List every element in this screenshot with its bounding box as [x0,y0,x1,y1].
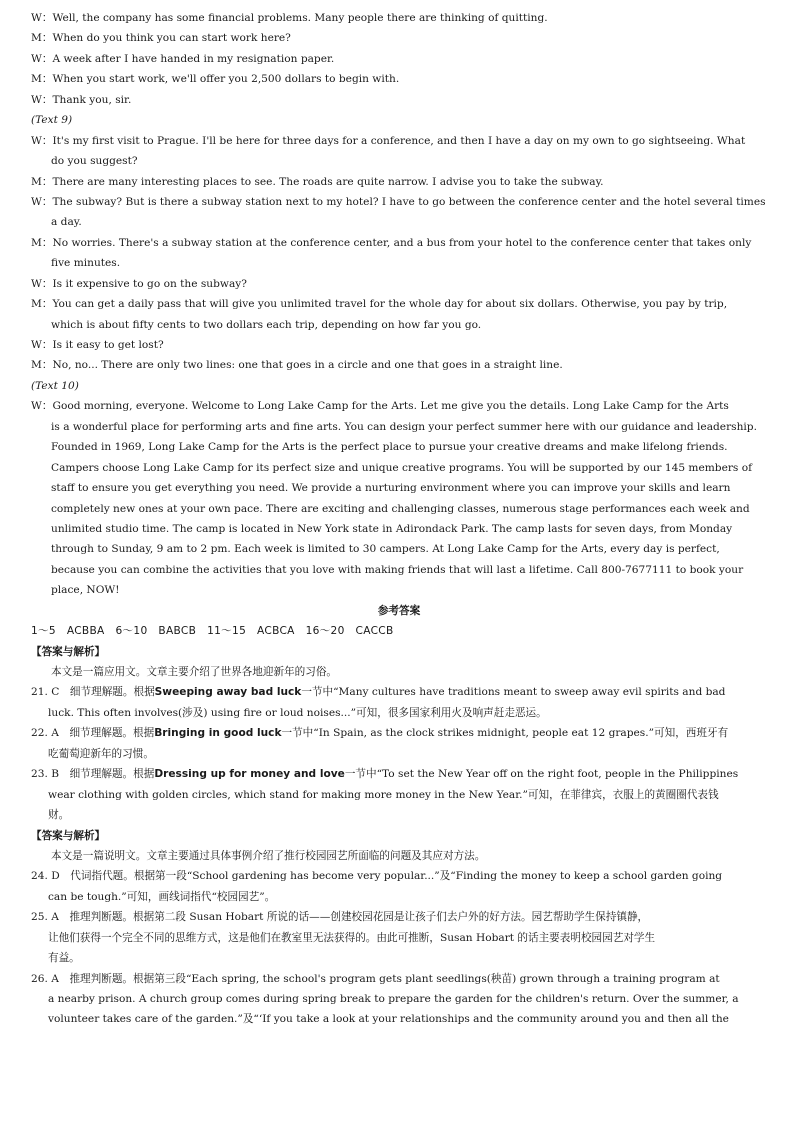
q23-section-title: Dressing up for money and love [154,768,345,781]
q23-quote: 一节中“To set the New Year off on the right foot, people in the Philippines [344,768,739,781]
page-content [31,8,767,1030]
text9-line: five minutes. [51,257,121,270]
text10-label: (Text 10) [31,379,79,392]
dialogue-line: M：When you start work, we'll offer you 2,500 dollars to begin with. [31,73,400,86]
q26-continuation: a nearby prison. A church group comes during spring break to prepare the garden for the children's return. Over the summer, a [48,993,739,1005]
dialogue-line: W：Well, the company has some financial problems. Many people there are thinking of quitting. [31,12,548,24]
text10-line: unlimited studio time. The camp is located in New York state in Adirondack Park. The camp lasts for seven days, from Monday [51,522,733,535]
text10-line: Founded in 1969, Long Lake Camp for the Arts is the perfect place to pursue your creative dreams and make lifelong friends. [51,441,728,454]
text10-line: through to Sunday, 9 am to 2 pm. Each week is limited to 30 campers. At Long Lake Camp for the Arts, every day is perfect, [51,543,720,556]
text9-line: which is about fifty cents to two dollars each trip, depending on how far you go. [51,318,482,331]
passage-intro: 本文是一篇说明文。文章主要通过具体事例介绍了推行校园园艺所面临的问题及其应对方法。 [51,849,486,862]
text10-line: staff to ensure you get everything you need. We provide a nurturing environment where you can improve your skills and learn [51,482,731,495]
q26-continuation: volunteer takes care of the garden.”及“‘If you take a look at your relationships and the community around you and then all the [48,1013,729,1026]
text10-line: Campers choose Long Lake Camp for its perfect size and unique creative programs. You will be supported by our 145 members of [51,461,753,474]
q21-prefix: 21. C 细节理解题。根据 [31,686,155,699]
question-explanation-25: 25. A 推理判断题。根据第二段 Susan Hobart 所说的话——创建校园花园是让孩子们去户外的好方法。园艺帮助学生保持镇静， [31,911,649,924]
q22-prefix: 22. A 细节理解题。根据 [31,727,155,740]
text9-line: M：You can get a daily pass that will give you unlimited travel for the whole day for about six dollars. Otherwise, you pay by trip, [31,298,728,311]
text10-line: completely new ones at your own pace. There are exciting and challenging classes, numerous stage performances each week and [51,502,750,515]
text9-line: W：It's my first visit to Prague. I'll be here for three days for a conference, and then I have a day on my own to go sightseeing. What [31,134,746,147]
dialogue-line: M：When do you think you can start work here? [31,32,291,45]
text9-line: do you suggest? [51,155,138,168]
text10-line: because you can combine the activities that you love with making friends that will last a lifetime. Call 800-7677111 to book your [51,563,744,576]
question-explanation-22 [31,723,767,743]
dialogue-line: W：Thank you, sir. [31,93,132,106]
q22-quote: 一节中“In Spain, as the clock strikes midnight, people eat 12 grapes.”可知，西班牙有 [281,727,729,740]
answers-title: 参考答案 [377,604,421,617]
q24-continuation: can be tough.”可知，画线词指代“校园园艺”。 [48,890,276,903]
text9-line: W：Is it easy to get lost? [31,339,164,351]
q23-continuation: 财。 [48,809,70,822]
q23-prefix: 23. B 细节理解题。根据 [31,768,155,781]
text9-line: W：Is it expensive to go on the subway? [31,277,247,290]
question-explanation-26: 26. A 推理判断题。根据第三段“Each spring, the school's program gets plant seedlings(秧苗) grown through a training program at [31,972,720,985]
text9-line: W：The subway? But is there a subway station next to my hotel? I have to go between the conference center and the hotel several times [31,195,766,208]
question-explanation-24: 24. D 代词指代题。根据第一段“School gardening has become very popular...”及“Finding the money to keep a school garden going [31,870,723,883]
question-explanation-21 [31,682,767,702]
text10-line: place, NOW! [51,584,120,597]
q22-continuation: 吃葡萄迎新年的习惯。 [48,747,154,760]
q25-continuation: 有益。 [48,952,80,965]
q22-section-title: Bringing in good luck [154,727,282,740]
q21-section-title: Sweeping away bad luck [154,686,302,699]
q21-continuation: luck. This often involves(涉及) using fire or loud noises...”可知，很多国家利用火及响声赶走恶运。 [48,706,547,719]
text9-line: M：There are many interesting places to see. The roads are quite narrow. I advise you to take the subway. [31,175,604,188]
answer-key: 1～5 ACBBA 6～10 BABCB 11～15 ACBCA 16～20 CACCB [31,625,394,638]
text10-line: is a wonderful place for performing arts and fine arts. You can design your perfect summer here with our guidance and leadership. [51,420,757,433]
text9-line: M：No, no... There are only two lines: one that goes in a circle and one that goes in a straight line. [31,359,563,372]
text9-line: M：No worries. There's a subway station at the conference center, and a bus from your hotel to the conference center that takes only [31,236,752,249]
text9-line: a day. [51,216,82,229]
text10-line: W：Good morning, everyone. Welcome to Long Lake Camp for the Arts. Let me give you the details. Long Lake Camp for the Arts [31,400,729,413]
q21-quote: 一节中“Many cultures have traditions meant to sweep away evil spirits and bad [301,686,726,699]
passage-intro: 本文是一篇应用文。文章主要介绍了世界各地迎新年的习俗。 [51,666,338,678]
analysis-heading: 【答案与解析】 [31,645,106,658]
question-explanation-23 [31,764,767,784]
analysis-heading: 【答案与解析】 [31,829,106,842]
q23-continuation: wear clothing with golden circles, which stand for making more money in the New Year.”可知，在菲律宾，衣服上的黄圈圈代表钱 [48,788,719,801]
dialogue-line: W：A week after I have handed in my resignation paper. [31,52,335,65]
text9-label: (Text 9) [31,114,73,127]
q25-continuation: 让他们获得一个完全不同的思维方式，这是他们在教室里无法获得的。由此可推断，Susan Hobart 的话主要表明校园园艺对学生 [48,931,656,944]
